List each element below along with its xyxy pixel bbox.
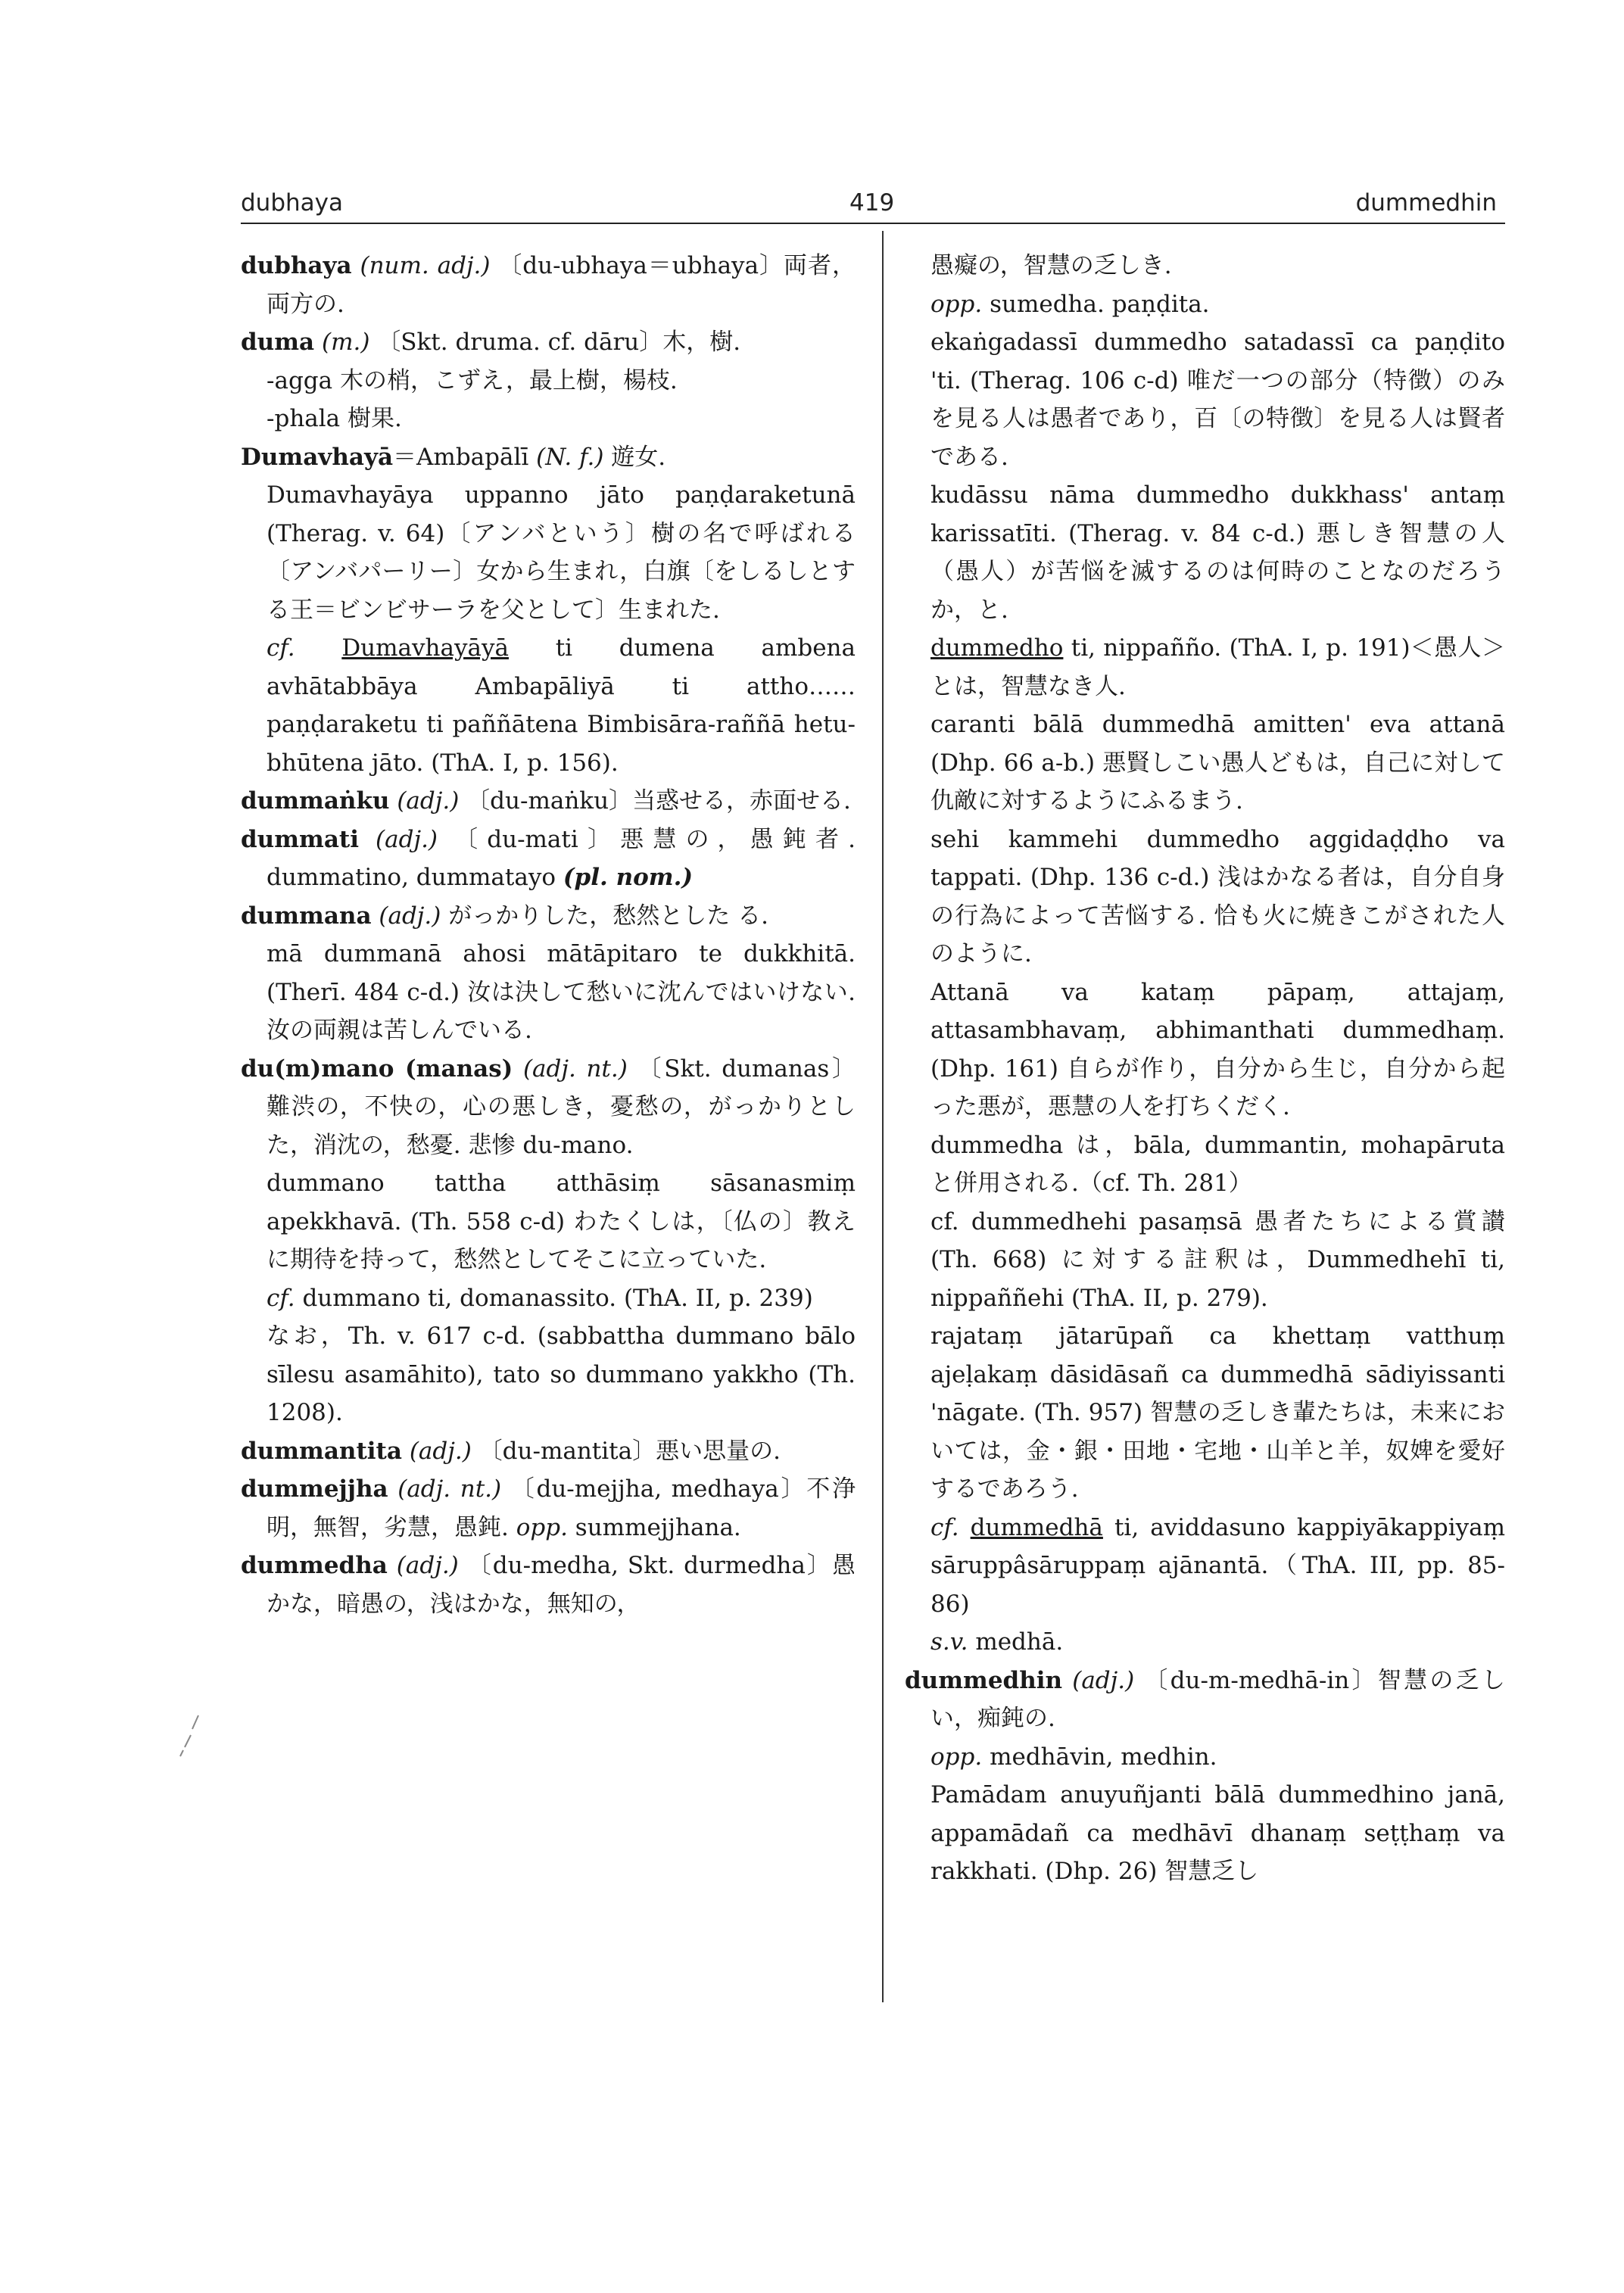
entry-dummana <box>241 897 856 936</box>
see-also <box>905 1623 1505 1662</box>
usage-note: dummedha は，bāla, dummantin, mohapāruta と併用される.（cf. Th. 281） <box>930 1131 1505 1197</box>
sv-label: s.v. <box>930 1628 968 1656</box>
definition: 〔Skt. druma. cf. dāru〕木，樹. <box>377 329 741 356</box>
entry-dummejjha <box>241 1470 856 1547</box>
definition: 〔du-medha, Skt. durmedha〕愚かな，暗愚の，浅はかな，無知の， <box>267 1552 856 1618</box>
definition: 〔du-mati〕悪慧の，愚鈍者. dummatino, dummatayo <box>267 825 856 891</box>
grammar-label: (adj.) <box>409 1437 472 1465</box>
page-number: 419 <box>849 189 895 217</box>
definition: 〔du-mejjha, medhaya〕不浄明，無智，劣慧，愚鈍. <box>267 1475 856 1541</box>
opposite-term: summejjhana. <box>575 1513 741 1541</box>
entry-dumavhaya <box>241 438 856 477</box>
citation: Dumavhayāya uppanno jāto paṇḍaraketunā (Therag. v. 64)〔アンバという〕樹の名で呼ばれる〔アンバパーリー〕女から生まれ，白旗〔をしるしとする王＝ビンビサーラを父として〕生まれた. <box>267 481 856 624</box>
entry-dummati <box>241 821 856 897</box>
commentary-citation <box>241 1279 856 1318</box>
headword: dummati <box>241 825 359 853</box>
right-column <box>905 247 1505 1891</box>
note: なお，Th. v. 617 c-d. (sabbattha dummano bālo sīlesu asamāhito), tato so dummano yakkho (Th. 1208). <box>267 1323 856 1426</box>
grammar-label: (adj. nt.) <box>522 1055 628 1083</box>
headword: duma <box>241 329 315 356</box>
commentary-text: ti dumena ambena avhātabbāya Ambapāliyā ti attho……paṇḍaraketu ti paññātena Bimbisāra-raññā hetu-bhūtena jāto. (ThA. I, p. 156). <box>267 634 856 777</box>
entry-dubhaya <box>241 247 856 323</box>
margin-mark-icon <box>176 1712 206 1758</box>
headword: dummantita <box>241 1437 402 1465</box>
underlined-term: dummedho <box>930 634 1064 662</box>
commentary-note: cf. dummedhehi pasaṃsā 愚者たちによる賞讃 (Th. 668) に対する註釈は，Dummedhehī ti, nippaññehi (ThA. II, p. 279). <box>930 1207 1505 1312</box>
citation: Attanā va kataṃ pāpaṃ, attajaṃ, attasambhavaṃ, abhimanthati dummedhaṃ. (Dhp. 161) 自らが作り，自分から生じ，自分から起った悪が，悪慧の人を打ちくだく. <box>930 978 1505 1120</box>
opposite-line <box>905 285 1505 324</box>
grammar-label: (N. f.) <box>536 443 604 471</box>
entry-duma <box>241 323 856 362</box>
left-column <box>241 247 856 1623</box>
citation: caranti bālā dummedhā amitten' eva attanā (Dhp. 66 a-b.) 悪賢しこい愚人どもは，自己に対して仇敵に対するようにふるまう. <box>930 711 1505 815</box>
commentary-citation <box>905 1509 1505 1624</box>
compound-phala: -phala 樹果. <box>267 405 402 432</box>
opposite-term: medhāvin, medhin. <box>990 1743 1217 1771</box>
see-also-term: medhā. <box>975 1628 1064 1656</box>
definition: がっかりした，愁然とした る. <box>448 902 768 930</box>
headword: dummedha <box>241 1552 388 1579</box>
entry-dummano <box>241 1050 856 1165</box>
commentary-text: dummano ti, domanassito. (ThA. II, p. 239) <box>302 1284 813 1312</box>
headword: dummejjha <box>241 1475 388 1503</box>
definition: 〔du-mantita〕悪い思量の. <box>478 1437 781 1465</box>
cf-label: cf. <box>267 1284 295 1312</box>
definition: 〔du-maṅku〕当惑せる，赤面せる. <box>466 787 851 815</box>
headword: du(m)mano (manas) <box>241 1055 513 1083</box>
entry-dummedhin <box>905 1662 1505 1738</box>
definition: 〔du-ubhaya＝ubhaya〕両者，両方の. <box>267 252 856 318</box>
grammar-label: (adj.) <box>1072 1666 1135 1694</box>
opposite-line <box>905 1738 1505 1777</box>
underlined-term: dummedhā <box>970 1513 1103 1541</box>
grammar-note: (pl. nom.) <box>563 864 694 891</box>
entry-dummanku <box>241 782 856 821</box>
headword: dummedhin <box>905 1666 1063 1694</box>
citation: rajataṃ jātarūpañ ca khettaṃ vatthuṃ ajeḷakaṃ dāsidāsañ ca dummedhā sādiyissanti 'nāgate. (Th. 957) 智慧の乏しき輩たちは，未来においては，金・銀・田地・宅地・山羊と羊，奴婢を愛好するであろう. <box>930 1323 1505 1503</box>
headword: dubhaya <box>241 252 352 279</box>
running-head-right: dummedhin <box>1355 189 1497 217</box>
citation: ekaṅgadassī dummedho satadassī ca paṇḍito 'ti. (Therag. 106 c-d) 唯だ一つの部分（特徴）のみを見る人は愚者であり，百〔の特徴〕を見る人は賢者である. <box>930 329 1505 471</box>
headword: Dumavhayā <box>241 443 394 471</box>
grammar-label: (adj.) <box>397 787 460 815</box>
opp-label: opp. <box>930 290 983 318</box>
citation: kudāssu nāma dummedho dukkhass' antaṃ karissatīti. (Therag. v. 84 c-d.) 悪しき智慧の人（愚人）が苦悩を滅するのは何時のことなのだろうか，と. <box>930 481 1505 624</box>
entry-dummantita <box>241 1432 856 1471</box>
opp-label: opp. <box>516 1513 568 1541</box>
opposite-term: sumedha. paṇḍita. <box>990 290 1210 318</box>
commentary-text: ti, aviddasuno kappiyākappiyaṃ sāruppâsāruppaṃ ajānantā.（ThA. III, pp. 85-86) <box>930 1513 1506 1618</box>
cf-label: cf. <box>267 634 295 662</box>
running-head-left: dubhaya <box>241 189 343 217</box>
opp-label: opp. <box>930 1743 983 1771</box>
entry-dummedha <box>241 1547 856 1623</box>
headword: dummaṅku <box>241 787 390 815</box>
cf-label: cf. <box>930 1513 959 1541</box>
grammar-label: (adj. nt.) <box>397 1475 502 1503</box>
underlined-term: Dumavhayāyā <box>341 634 509 662</box>
equivalent: ＝Ambapālī <box>393 443 529 471</box>
column-divider <box>882 231 884 2002</box>
citation: dummano tattha atthāsiṃ sāsanasmiṃ apekkhavā. (Th. 558 c-d) わたくしは，〔仏の〕教えに期待を持って，愁然としてそこに立っていた. <box>267 1170 856 1273</box>
definition: 〔du-m-medhā-in〕智慧の乏しい，痴鈍の. <box>930 1666 1505 1732</box>
grammar-label: (adj.) <box>396 1552 459 1579</box>
commentary-citation <box>241 629 856 782</box>
compound-agga: -agga 木の梢，こずえ，最上樹，楊枝. <box>267 366 678 394</box>
grammar-label: (adj.) <box>379 902 441 930</box>
grammar-label: (m.) <box>321 329 370 356</box>
grammar-label: (adj.) <box>376 825 438 853</box>
header-rule <box>241 223 1505 224</box>
commentary-citation <box>905 629 1505 706</box>
citation: Pamādam anuyuñjanti bālā dummedhino janā, appamādañ ca medhāvī dhanaṃ seṭṭhaṃ va rakkhati. (Dhp. 26) 智慧乏し <box>930 1781 1505 1885</box>
definition-continued: 愚癡の，智慧の乏しき. <box>930 252 1172 279</box>
citation: mā dummanā ahosi mātāpitaro te dukkhitā. (Therī. 484 c-d.) 汝は決して愁いに沈んではいけない. 汝の両親は苦しんでいる. <box>267 940 856 1044</box>
citation: sehi kammehi dummedho aggidaḍḍho va tappati. (Dhp. 136 c-d.) 浅はかなる者は，自分自身の行為によって苦悩する. 恰も火に焼きこがされた人のように. <box>930 825 1505 967</box>
definition: 〔Skt. dumanas〕難渋の，不快の，心の悪しき，憂愁の，がっかりとした，消沈の，愁憂. 悲惨 du-mano. <box>267 1055 856 1159</box>
commentary-text: ti, nippañño. (ThA. I, p. 191)＜愚人＞とは，智慧なき人. <box>930 634 1505 700</box>
headword: dummana <box>241 902 372 930</box>
definition: 遊女. <box>611 443 666 471</box>
grammar-label: (num. adj.) <box>360 252 491 279</box>
